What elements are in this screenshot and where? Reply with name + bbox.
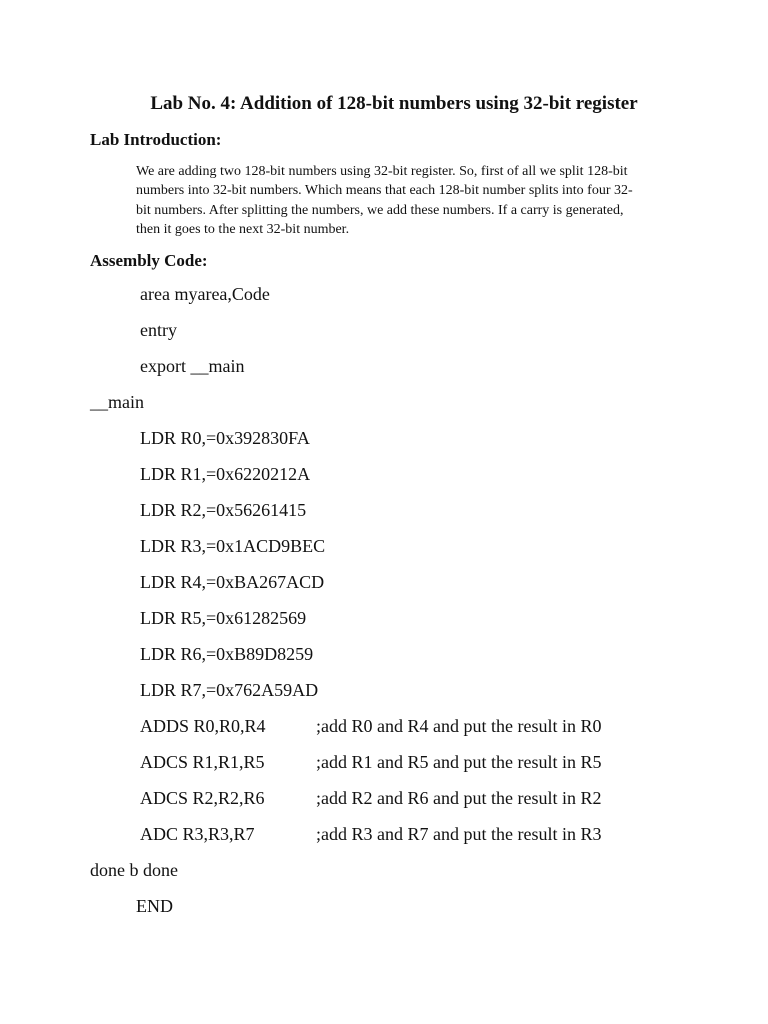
code-ldr-line: LDR R5,=0x61282569 xyxy=(140,608,307,628)
code-export-directive: export __main xyxy=(140,356,245,376)
code-ldr-line: LDR R1,=0x6220212A xyxy=(140,464,311,484)
intro-line: bit numbers. After splitting the numbers, we add these numbers. If a carry is generated, xyxy=(136,202,624,218)
document-title: Lab No. 4: Addition of 128-bit numbers using 32-bit register xyxy=(150,93,638,114)
intro-paragraph xyxy=(136,162,676,239)
code-ldr-line: LDR R2,=0x56261415 xyxy=(140,500,307,520)
code-add-instruction: ADDS R0,R0,R4 xyxy=(140,716,266,736)
code-add-instruction: ADCS R1,R1,R5 xyxy=(140,752,265,772)
code-add-comment: ;add R3 and R7 and put the result in R3 xyxy=(316,824,602,844)
code-ldr-line: LDR R6,=0xB89D8259 xyxy=(140,644,314,664)
code-heading: Assembly Code: xyxy=(90,251,208,270)
intro-line: We are adding two 128-bit numbers using 32-bit register. So, first of all we split 128-bit xyxy=(136,164,628,179)
code-ldr-line: LDR R0,=0x392830FA xyxy=(140,428,310,448)
code-add-line xyxy=(140,752,660,776)
code-ldr-line: LDR R7,=0x762A59AD xyxy=(140,680,319,700)
code-add-instruction: ADCS R2,R2,R6 xyxy=(140,788,265,808)
code-add-comment: ;add R1 and R5 and put the result in R5 xyxy=(316,752,602,772)
intro-heading: Lab Introduction: xyxy=(90,130,222,149)
code-add-line xyxy=(140,716,660,740)
code-done-line: done b done xyxy=(90,860,178,880)
code-add-line xyxy=(140,824,660,848)
code-add-comment: ;add R2 and R6 and put the result in R2 xyxy=(316,788,602,808)
code-add-line xyxy=(140,788,660,812)
code-area-directive: area myarea,Code xyxy=(140,284,270,304)
code-ldr-line: LDR R3,=0x1ACD9BEC xyxy=(140,536,326,556)
intro-line: numbers into 32-bit numbers. Which means that each 128-bit number splits into four 32- xyxy=(136,183,633,199)
intro-line: then it goes to the next 32-bit number. xyxy=(136,221,350,237)
code-add-comment: ;add R0 and R4 and put the result in R0 xyxy=(316,716,602,736)
code-main-label: __main xyxy=(90,392,144,412)
code-end-directive: END xyxy=(136,896,173,916)
code-add-instruction: ADC R3,R3,R7 xyxy=(140,824,255,844)
code-entry-directive: entry xyxy=(140,320,177,340)
code-ldr-line: LDR R4,=0xBA267ACD xyxy=(140,572,325,592)
